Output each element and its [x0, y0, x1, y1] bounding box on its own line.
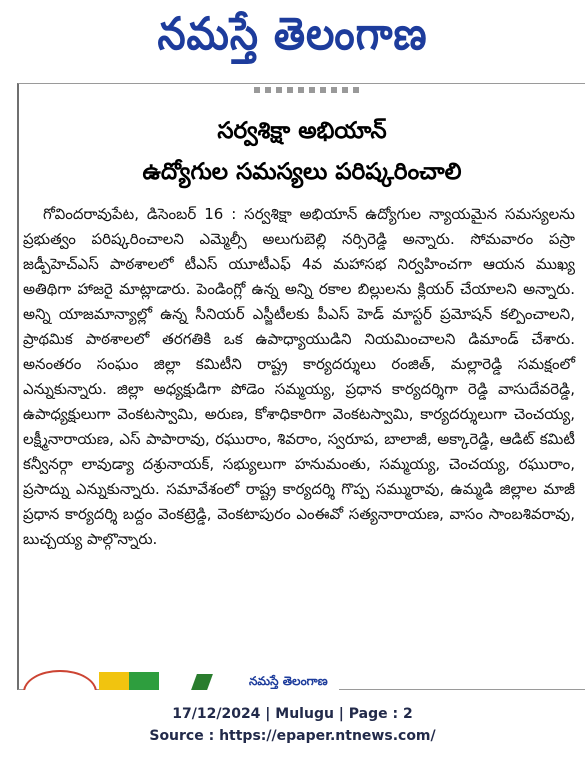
logo-banner	[99, 672, 339, 690]
emblem-icon	[23, 670, 97, 690]
logo-mark-icon	[191, 674, 213, 690]
cut-edge-fragment	[254, 87, 364, 93]
logo-name: నమస్తే తెలంగాణ	[249, 674, 328, 688]
next-article-fragment	[17, 668, 583, 690]
masthead-title: నమస్తే తెలంగాణ	[157, 8, 428, 61]
headline-line-1: సర్వశిక్షా అభియాన్	[217, 118, 387, 144]
newspaper-masthead	[0, 0, 585, 80]
source-link[interactable]: Source : https://epaper.ntnews.com/	[149, 728, 436, 744]
article-clipping	[17, 83, 585, 690]
headline-line-2: ఉద్యోగుల సమస్యలు పరిష్కరించాలి	[142, 159, 462, 185]
edition-info: 17/12/2024 | Mulugu | Page : 2	[172, 706, 413, 722]
article-body: గోవిందరావుపేట, డిసెంబర్ 16 : సర్వశిక్షా అభియాన్ ఉద్యోగుల న్యాయమైన సమస్యలను ప్రభుత్వం పరిష్కరించాలని ఎమ్మెల్సీ అలుగుబెల్లి నర్సిరెడ్డి అన్నారు. సోమవారం పస్రా జడ్పీహెచ్ఎస్ పాఠశాలలో టీఎస్ యూటీఎఫ్ 4వ మహాసభ నిర్వహించగా ఆయన ముఖ్య అతిథిగా హాజరై మాట్లాడారు. పెండింగ్లో ఉన్న అన్ని రకాల బిల్లులను క్లియర్ చేయాలని అన్నారు. అన్ని యాజమాన్యాల్లో ఉన్న సీనియర్ ఎస్జీటీలకు పీఎస్ హెడ్ మాస్టర్ ప్రమోషన్ కల్పించాలని, ప్రాథమిక పాఠశాలలో తరగతికి ఒక ఉపాధ్యాయుడిని నియమించాలని డిమాండ్ చేశారు. అనంతరం సంఘం జిల్లా కమిటీని రాష్ట్ర కార్యదర్శులు రంజిత్, మల్లారెడ్డి సమక్షంలో ఎన్నుకున్నారు. జిల్లా అధ్యక్షుడిగా పోడెం సమ్మయ్య, ప్రధాన కార్యదర్శిగా రెడ్డి వాసుదేవరెడ్డి, ఉపాధ్యక్షులుగా వెంకటస్వామి, అరుణ, కోశాధికారిగా వెంకటస్వామి, కార్యదర్శులుగా చెంచయ్య, లక్ష్మీనారాయణ, ఎస్ పాపారావు, రఘురాం, శివరాం, స్వరూప, బాలాజీ, అక్కారెడ్డి, ఆడిట్ కమిటీ కన్వీనర్గా లావుడ్యా దశ్రునాయక్, సభ్యులుగా హనుమంతు, సమ్మయ్య, చెంచయ్య, రఘురాం, ప్రసాద్ను ఎన్నుకున్నారు. సమావేశంలో రాష్ట్ర కార్యదర్శి గొప్ప సమ్మురావు, ఉమ్మడి జిల్లాల మాజీ ప్రధాన కార్యదర్శి బద్దం వెంకట్రెడ్డి, వెంకటాపురం ఎంఈవో సత్యనారాయణ, వాసం సాంబశివరావు, బుచ్చయ్య పాల్గొన్నారు.	[23, 205, 575, 548]
